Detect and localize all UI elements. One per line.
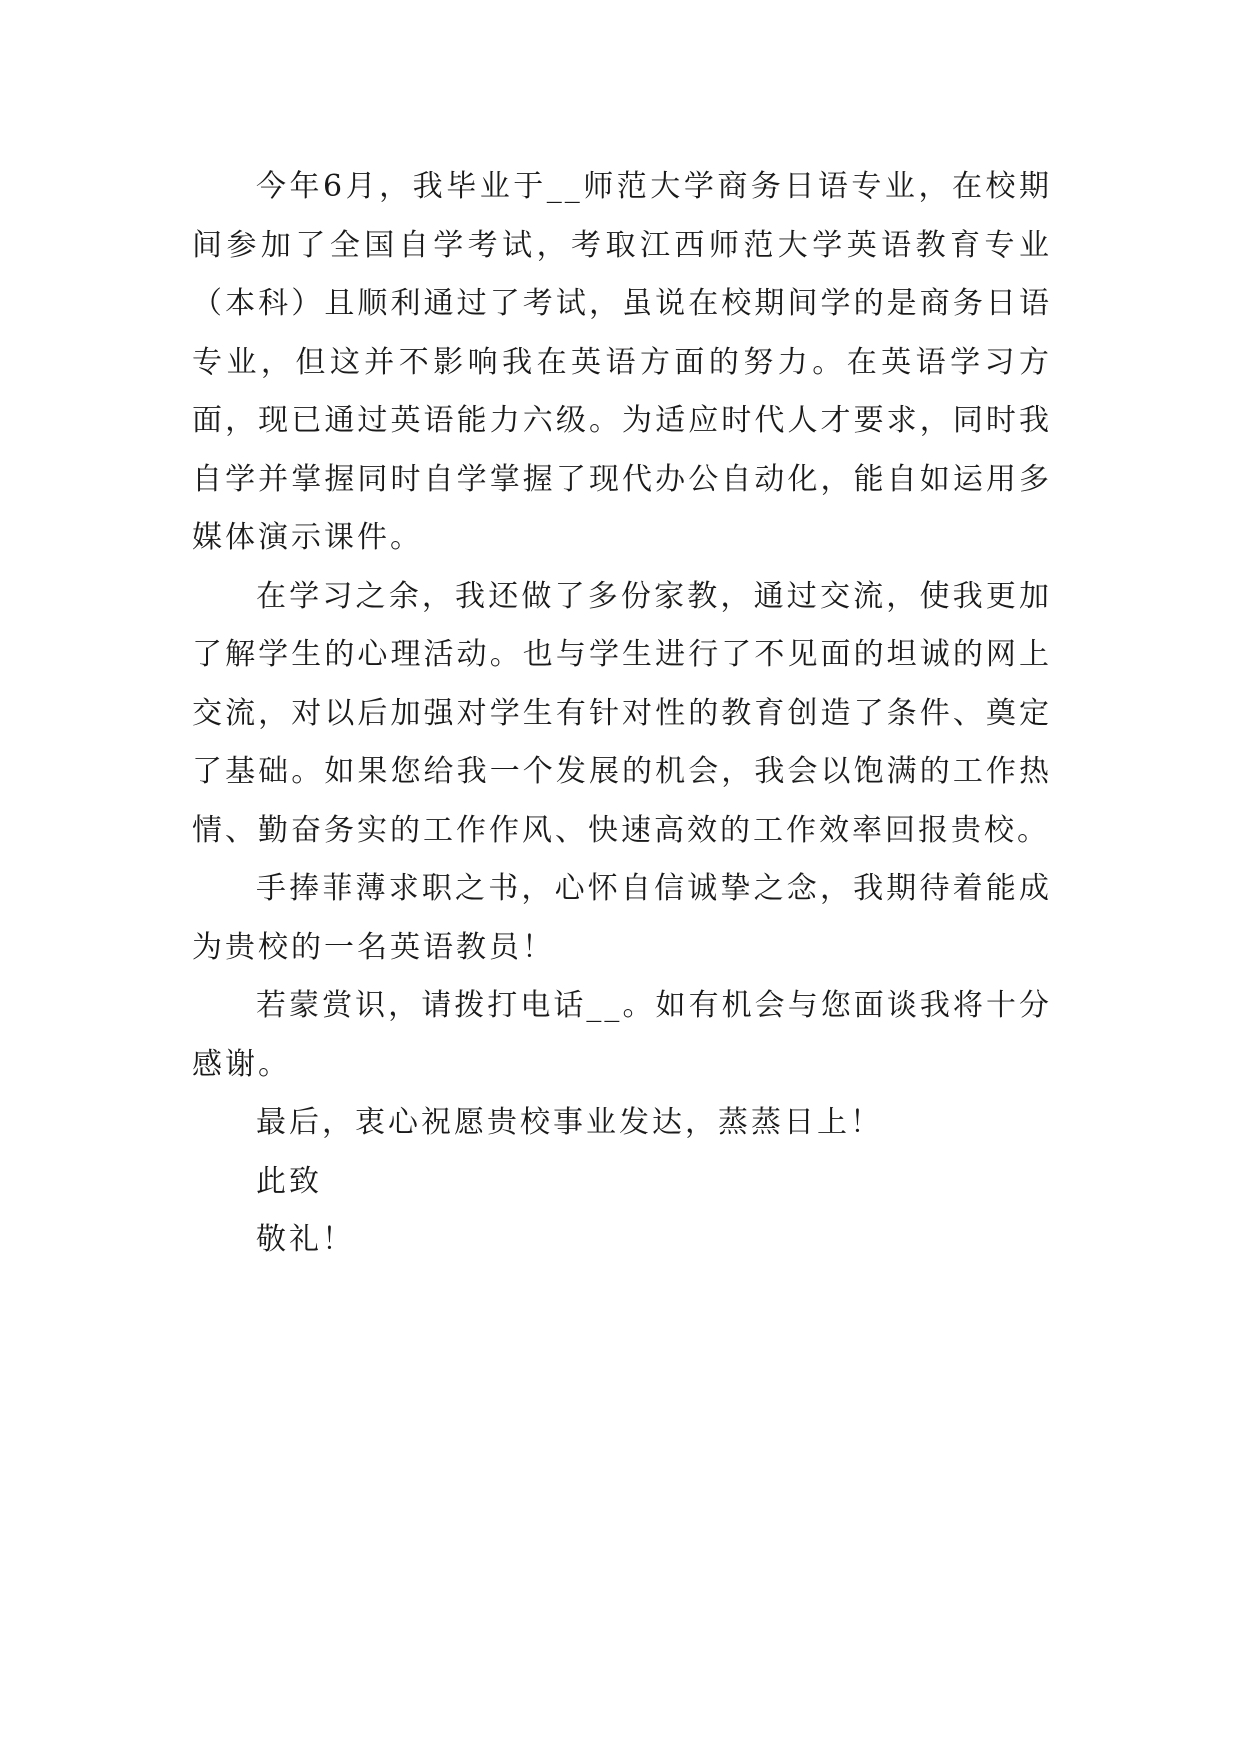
paragraph-closing-wish: 最后，衷心祝愿贵校事业发达，蒸蒸日上！: [256, 1105, 883, 1140]
letter-body: [192, 158, 1052, 1270]
paragraph-education: 今年6月，我毕业于__师范大学商务日语专业，在校期间参加了全国自学考试，考取江西师范大学英语教育专业（本科）且顺利通过了考试，虽说在校期间学的是商务日语专业，但这并不影响我在英语方面的努力。在英语学习方面，现已通过英语能力六级。为适应时代人才要求，同时我自学并掌握同时自学掌握了现代办公自动化，能自如运用多媒体演示课件。: [192, 169, 1052, 555]
salutation-cizhi: 此致: [256, 1163, 322, 1199]
paragraph-aspiration: 手捧菲薄求职之书，心怀自信诚挚之念，我期待着能成为贵校的一名英语教员！: [192, 871, 1052, 965]
salutation-jingli: 敬礼！: [256, 1222, 355, 1257]
paragraph-contact: 若蒙赏识，请拨打电话__。如有机会与您面谈我将十分感谢。: [192, 988, 1052, 1082]
paragraph-tutoring: 在学习之余，我还做了多份家教，通过交流，使我更加了解学生的心理活动。也与学生进行了不见面的坦诚的网上交流，对以后加强对学生有针对性的教育创造了条件、奠定了基础。如果您给我一个发展的机会，我会以饱满的工作热情、勤奋务实的工作作风、快速高效的工作效率回报贵校。: [192, 578, 1052, 848]
